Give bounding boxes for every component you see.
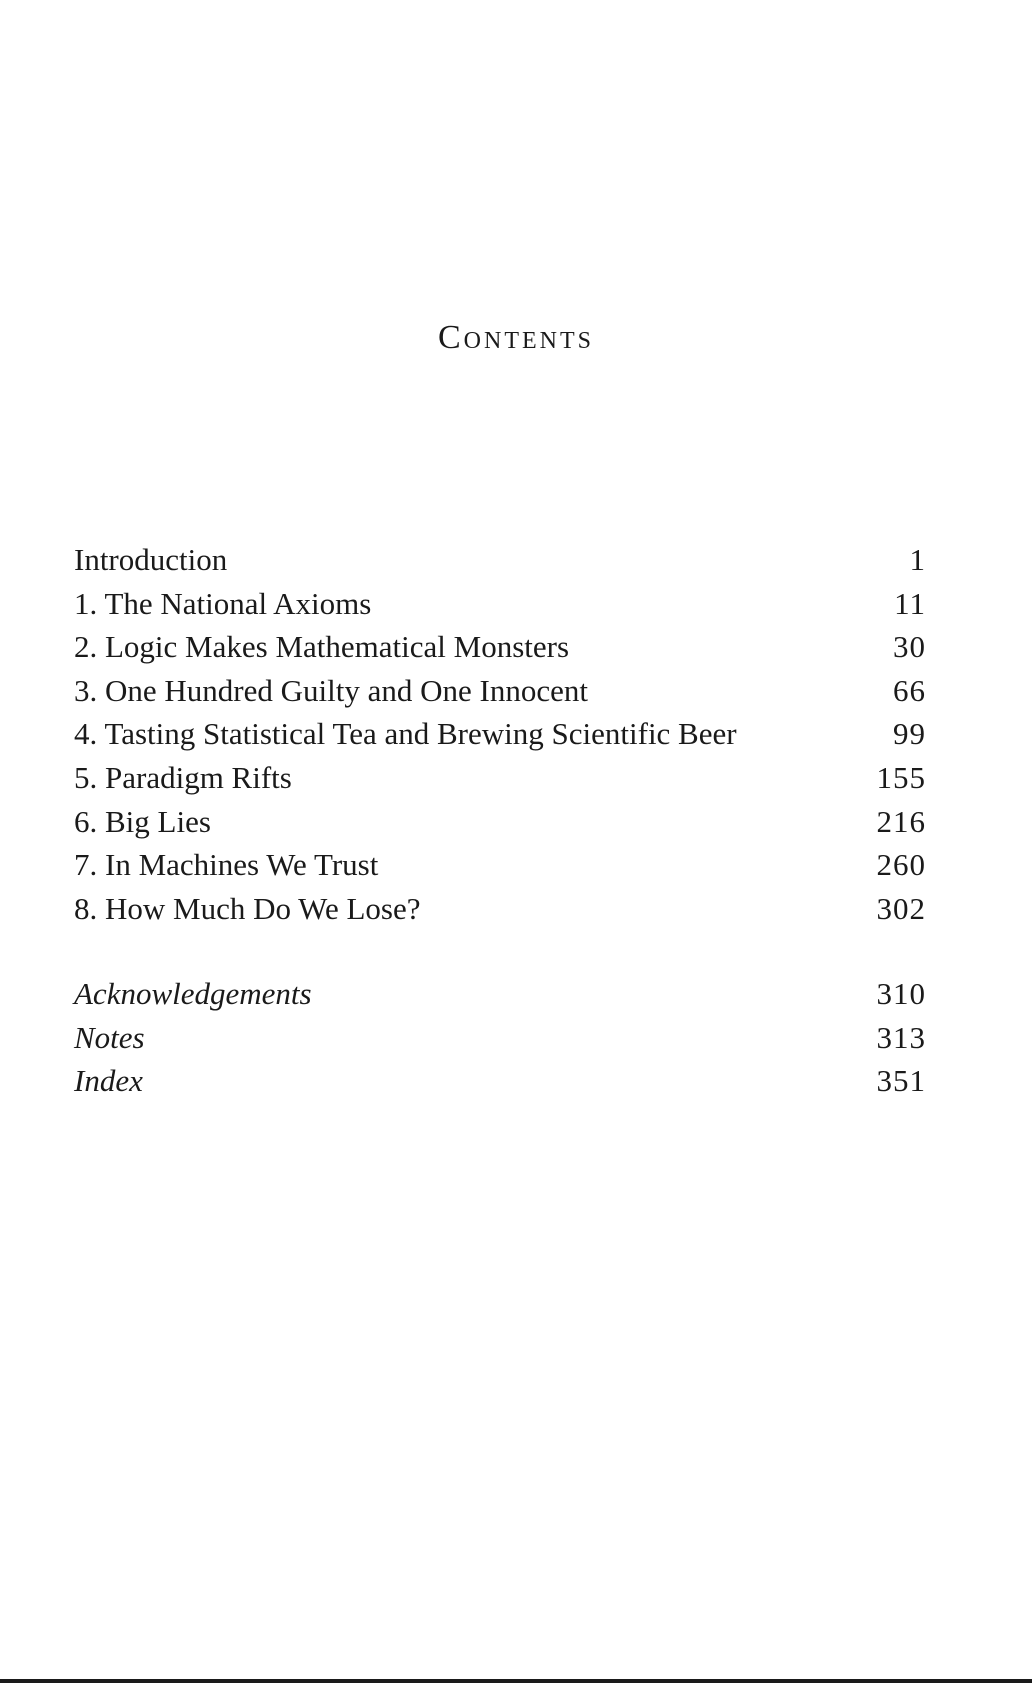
toc-entry-page: 260 — [876, 847, 926, 883]
back-matter-list — [74, 972, 926, 1103]
toc-entry-label: 5. Paradigm Rifts — [74, 759, 292, 795]
toc-entry-page: 310 — [876, 976, 926, 1011]
toc-entry-label: 4. Tasting Statistical Tea and Brewing Scientific Beer — [74, 716, 737, 752]
toc-entry-page: 99 — [893, 716, 926, 752]
toc-entry-label: 1. The National Axioms — [74, 585, 372, 621]
toc-entry-page: 313 — [876, 1019, 926, 1055]
toc-entry-page: 351 — [876, 1063, 926, 1099]
toc-entry-label: 7. In Machines We Trust — [74, 847, 379, 883]
toc-entry-acknowledgements[interactable] — [74, 972, 926, 1016]
toc-entry-chapter-5[interactable] — [74, 756, 926, 800]
toc-entry-chapter-8[interactable] — [74, 887, 926, 931]
toc-entry-label: 2. Logic Makes Mathematical Monsters — [74, 629, 570, 665]
toc-entry-label: 6. Big Lies — [74, 803, 211, 839]
toc-entry-chapter-3[interactable] — [74, 669, 926, 713]
toc-entry-label: 8. How Much Do We Lose? — [74, 890, 421, 926]
toc-entry-chapter-7[interactable] — [74, 843, 926, 887]
toc-entry-notes[interactable] — [74, 1016, 926, 1060]
toc-entry-chapter-1[interactable] — [74, 582, 926, 626]
toc-entry-chapter-2[interactable] — [74, 625, 926, 669]
toc-entry-label: Introduction — [74, 542, 228, 577]
toc-entry-page: 1 — [909, 542, 926, 577]
page-title: Contents — [437, 319, 594, 356]
toc-entry-page: 302 — [876, 890, 926, 926]
toc-entry-chapter-6[interactable] — [74, 800, 926, 844]
toc-entry-page: 216 — [876, 803, 926, 839]
page-bottom-edge — [0, 1679, 1032, 1683]
toc-entry-page: 11 — [894, 585, 926, 621]
toc-entry-introduction[interactable] — [74, 538, 926, 582]
toc-entry-page: 30 — [893, 629, 926, 665]
toc-entry-label: Notes — [74, 1019, 145, 1055]
toc-entry-index[interactable] — [74, 1059, 926, 1103]
table-of-contents — [74, 538, 926, 930]
toc-entry-chapter-4[interactable] — [74, 712, 926, 756]
toc-entry-page: 66 — [893, 672, 926, 708]
toc-entry-label: 3. One Hundred Guilty and One Innocent — [74, 672, 588, 708]
toc-entry-label: Index — [74, 1063, 143, 1099]
toc-entry-page: 155 — [876, 759, 926, 795]
toc-entry-label: Acknowledgements — [74, 976, 312, 1011]
